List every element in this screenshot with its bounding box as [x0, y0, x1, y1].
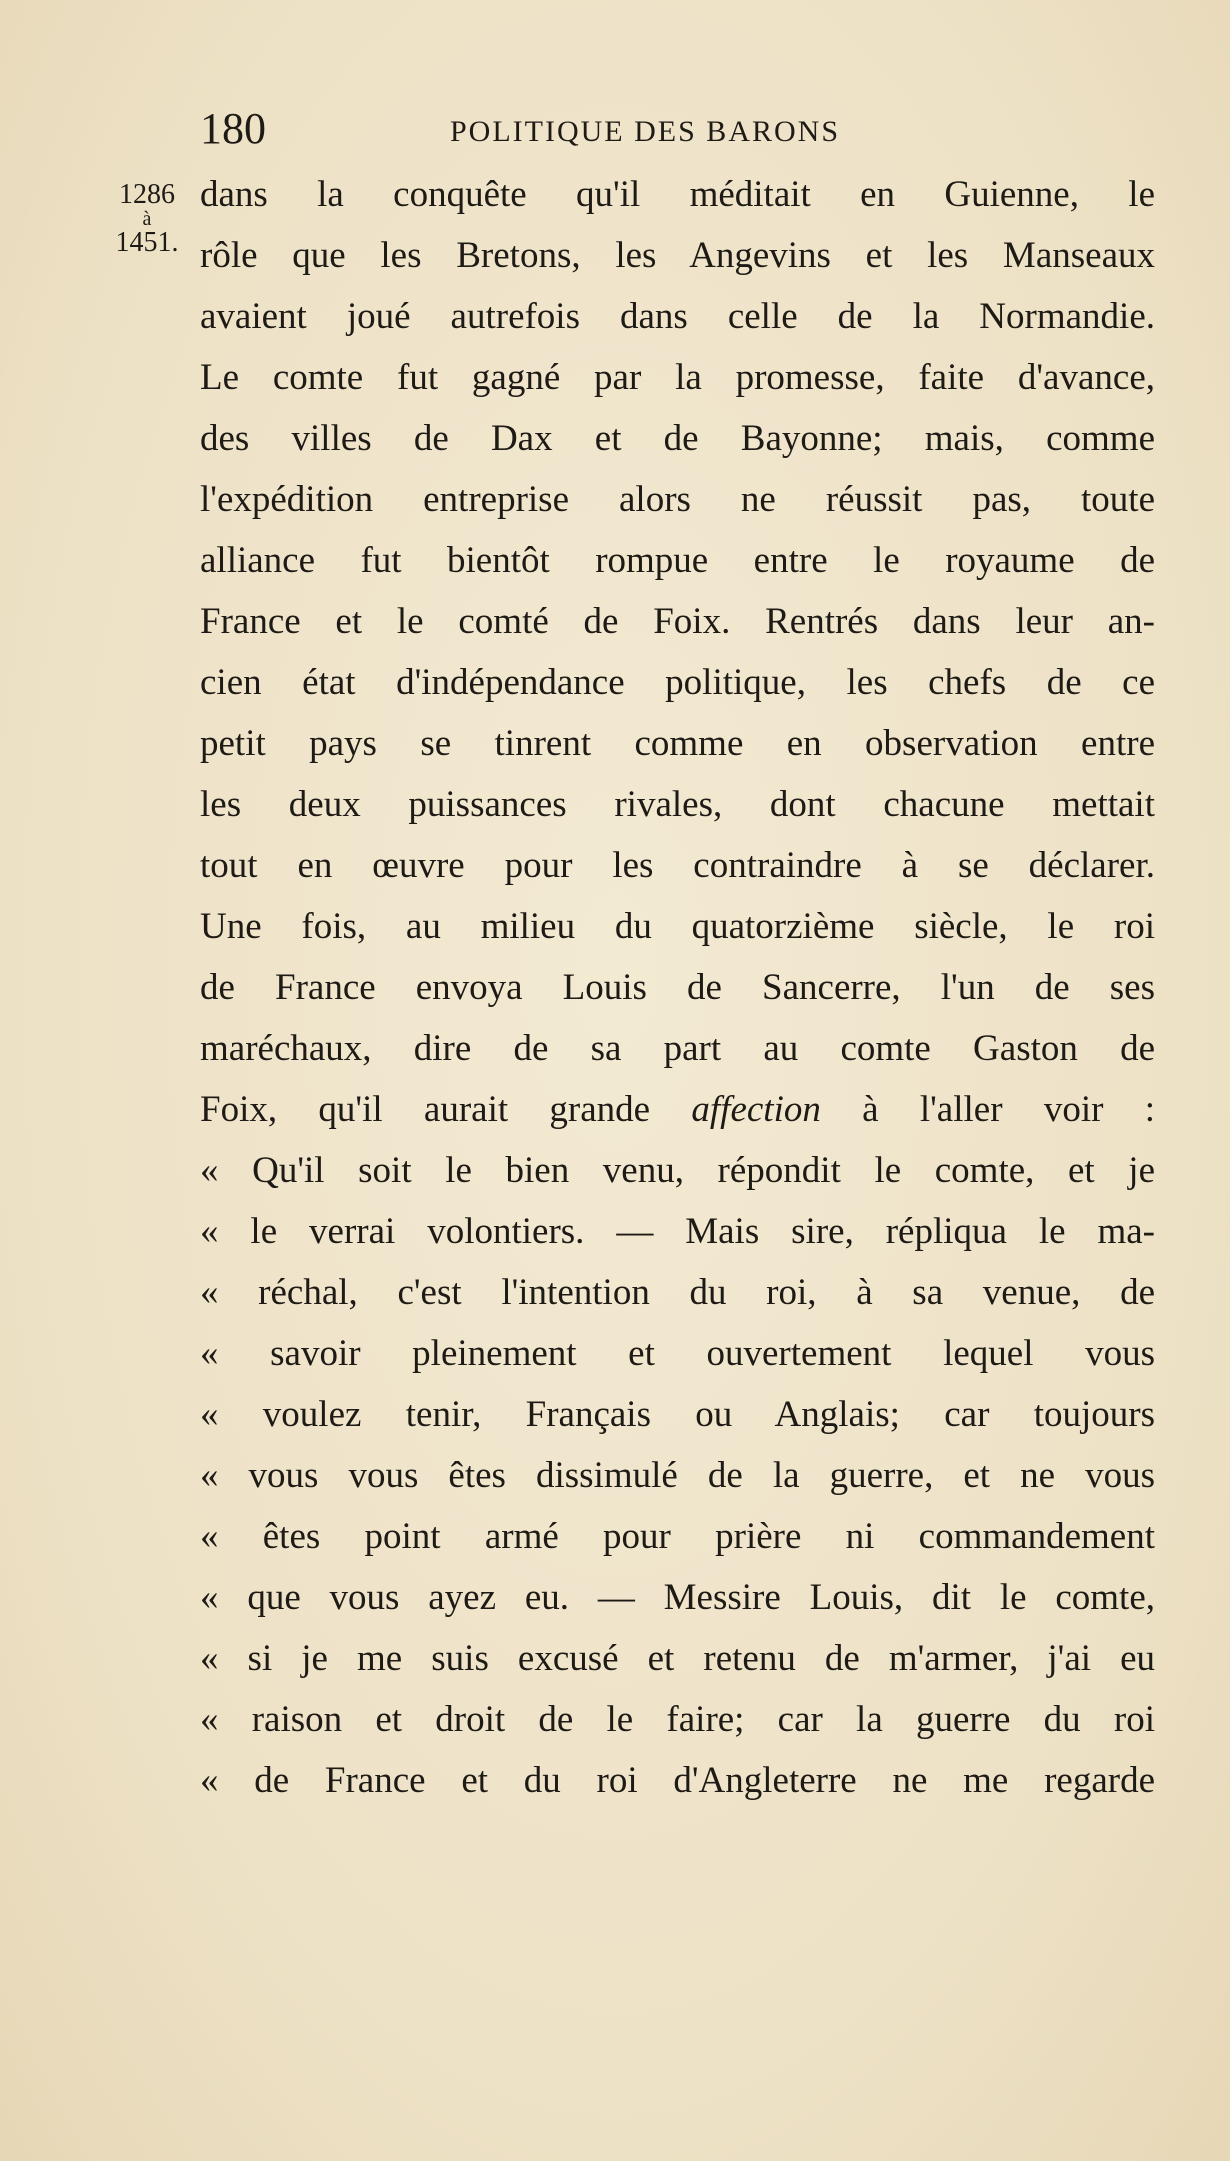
- text-line: petit pays se tinrent comme en observation entre: [200, 723, 1155, 764]
- text-line: cien état d'indépendance politique, les chefs de ce: [200, 662, 1155, 703]
- text-line: « savoir pleinement et ouvertement lequel vous: [200, 1333, 1155, 1374]
- text-line: « que vous ayez eu. — Messire Louis, dit le comte,: [200, 1577, 1155, 1618]
- margin-connector: à: [142, 208, 152, 230]
- text-line: maréchaux, dire de sa part au comte Gaston de: [200, 1028, 1155, 1069]
- page-number: 180: [200, 104, 266, 153]
- text-line: Le comte fut gagné par la promesse, faite d'avance,: [200, 357, 1155, 398]
- text-line: Une fois, au milieu du quatorzième siècle, le roi: [200, 906, 1155, 947]
- text-line: avaient joué autrefois dans celle de la Normandie.: [200, 296, 1155, 337]
- text-line: « êtes point armé pour prière ni commandement: [200, 1516, 1155, 1557]
- text-line: des villes de Dax et de Bayonne; mais, comme: [200, 418, 1155, 459]
- text-line: « réchal, c'est l'intention du roi, à sa venue, de: [200, 1272, 1155, 1313]
- text-line: « vous vous êtes dissimulé de la guerre, et ne vous: [200, 1455, 1155, 1496]
- line-16-after: à l'aller voir :: [820, 1089, 1155, 1130]
- running-title: POLITIQUE DES BARONS: [450, 115, 841, 148]
- text-line: alliance fut bientôt rompue entre le royaume de: [200, 540, 1155, 581]
- page-header: [200, 104, 1160, 154]
- text-line: « de France et du roi d'Angleterre ne me regarde: [200, 1760, 1155, 1801]
- body-text: [200, 164, 1155, 1811]
- margin-date-note: [112, 180, 182, 258]
- text-line: « voulez tenir, Français ou Anglais; car toujours: [200, 1394, 1155, 1435]
- text-line-with-italic: [200, 1079, 1155, 1140]
- text-line: de France envoya Louis de Sancerre, l'un de ses: [200, 967, 1155, 1008]
- text-line: rôle que les Bretons, les Angevins et les Manseaux: [200, 235, 1155, 276]
- text-line: « le verrai volontiers. — Mais sire, répliqua le ma-: [200, 1211, 1155, 1252]
- text-line: tout en œuvre pour les contraindre à se déclarer.: [200, 845, 1155, 886]
- text-line: France et le comté de Foix. Rentrés dans leur an-: [200, 601, 1155, 642]
- text-line: « Qu'il soit le bien venu, répondit le comte, et je: [200, 1150, 1155, 1191]
- margin-year-start: 1286: [119, 179, 175, 210]
- margin-year-end: 1451.: [115, 227, 179, 258]
- text-line: dans la conquête qu'il méditait en Guienne, le: [200, 174, 1155, 215]
- text-line: les deux puissances rivales, dont chacune mettait: [200, 784, 1155, 825]
- italic-word: affection: [691, 1089, 821, 1130]
- line-16-before: Foix, qu'il aurait grande: [200, 1089, 692, 1130]
- text-line: « raison et droit de le faire; car la guerre du roi: [200, 1699, 1155, 1740]
- text-line: « si je me suis excusé et retenu de m'armer, j'ai eu: [200, 1638, 1155, 1679]
- text-line: l'expédition entreprise alors ne réussit pas, toute: [200, 479, 1155, 520]
